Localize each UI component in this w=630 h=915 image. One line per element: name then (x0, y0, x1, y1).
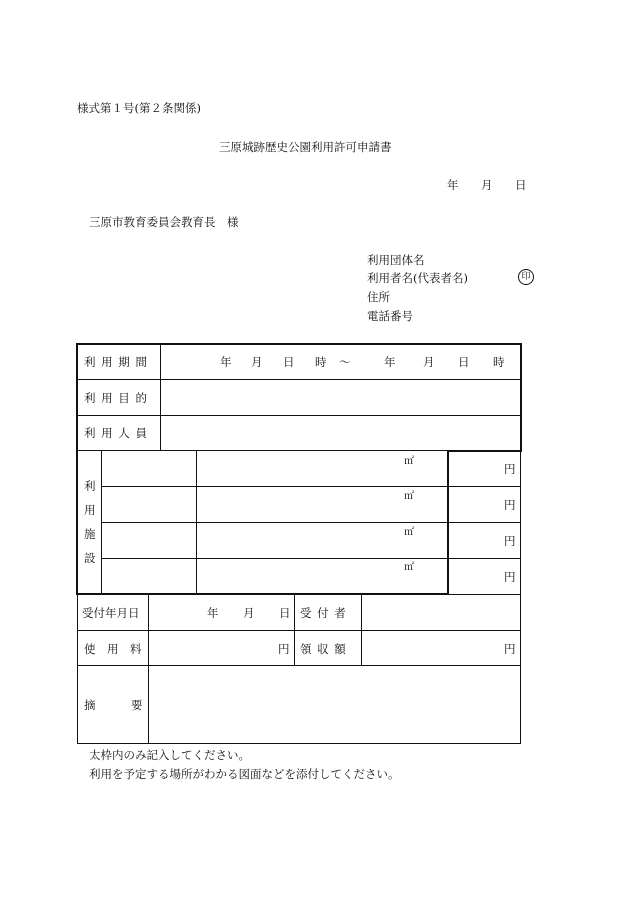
collected-label: 領 収 額 (300, 642, 347, 656)
people-label: 利 用 人 員 (84, 426, 148, 440)
facility-label-2: 用 (84, 503, 96, 517)
date-day: 日 (515, 178, 527, 192)
note-2: 利用を予定する場所がわかる図面などを添付してください。 (89, 767, 400, 781)
period-from-day: 日 (283, 355, 295, 369)
applicant-org-label: 利用団体名 (367, 253, 425, 267)
facility-label-4: 設 (84, 551, 96, 565)
area-unit: ㎡ (404, 491, 414, 502)
page-title: 三原城跡歴史公園利用許可申請書 (219, 140, 392, 154)
yen-unit: 円 (504, 462, 516, 476)
received-date-label: 受付年月日 (82, 606, 140, 620)
period-from-hour: 時 (315, 355, 327, 369)
remarks-label-2: 要 (131, 698, 143, 712)
date-month: 月 (481, 178, 493, 192)
remarks-label-1: 摘 (84, 698, 96, 712)
period-separator: ～ (339, 355, 351, 369)
area-unit: ㎡ (404, 527, 414, 538)
period-to-day: 日 (458, 355, 470, 369)
area-unit: ㎡ (404, 562, 414, 573)
yen-unit: 円 (504, 534, 516, 548)
period-from-month: 月 (251, 355, 263, 369)
yen-unit: 円 (504, 498, 516, 512)
seal-icon: 印 (518, 269, 534, 285)
yen-unit: 円 (504, 570, 516, 584)
facility-label-1: 利 (84, 479, 96, 493)
applicant-name-label: 利用者名(代表者名) (367, 271, 468, 285)
received-month: 月 (243, 606, 255, 620)
period-label: 利 用 期 間 (84, 355, 148, 369)
addressee: 三原市教育委員会教育長 様 (89, 215, 239, 229)
applicant-phone-label: 電話番号 (367, 309, 413, 323)
note-1: 太枠内のみ記入してください。 (89, 748, 250, 762)
received-year: 年 (207, 606, 219, 620)
applicant-address-label: 住所 (367, 290, 390, 304)
facility-label-3: 施 (84, 527, 96, 541)
fee-label: 使 用 料 (84, 642, 142, 656)
collected-unit: 円 (504, 642, 516, 656)
received-day: 日 (279, 606, 291, 620)
fee-unit: 円 (278, 642, 290, 656)
period-from-year: 年 (220, 355, 232, 369)
purpose-label: 利 用 目 的 (84, 391, 148, 405)
receiver-label: 受 付 者 (300, 606, 347, 620)
area-unit: ㎡ (404, 456, 414, 467)
period-to-month: 月 (423, 355, 435, 369)
period-to-year: 年 (384, 355, 396, 369)
form-number: 様式第１号(第２条関係) (77, 101, 201, 115)
period-to-hour: 時 (493, 355, 505, 369)
date-year: 年 (447, 178, 459, 192)
